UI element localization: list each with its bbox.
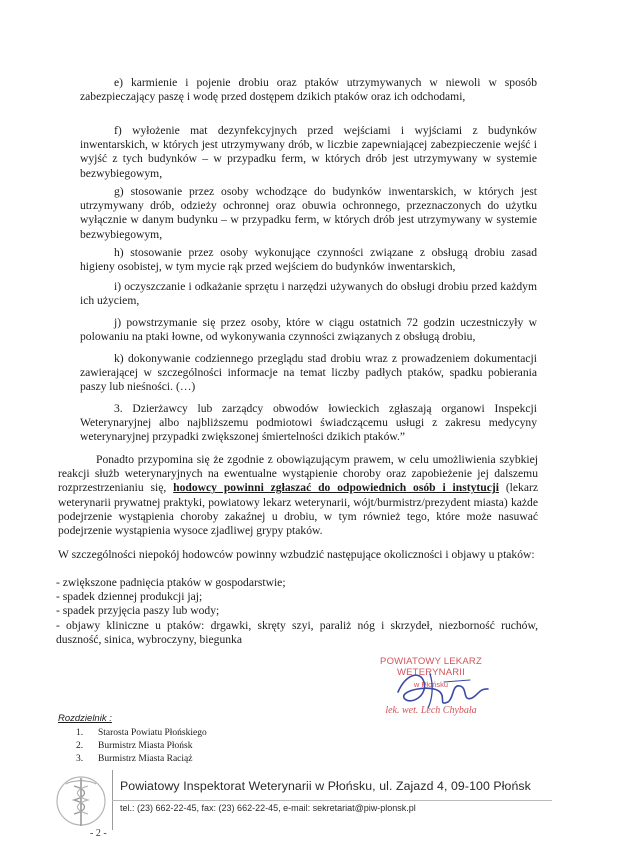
ponadto-text-a: Ponadto przypomina się że zgodnie z obowiązującym prawem, w celu umożliwienia szybkiej reakcji służb weterynaryjnych na ewentualne wystąpienie choroby oraz zapobieżenie jej dalszemu rozprzestrzenianiu się,: [58, 453, 538, 495]
stamp-name: lek. wet. Lech Chybała: [385, 705, 477, 716]
paragraph-f: f) wyłożenie mat dezynfekcyjnych przed wejściami i wyjściami z budynków inwentarskich, w których jest utrzymywany drób, w liczbie zapewniającej zabezpieczenie wejść i wyjść z tych budynków – w przypadku ferm, w których drób jest utrzymywany w systemie bezwybiegowym,: [80, 124, 537, 180]
ponadto-text-b: (lekarz weterynarii prywatnej praktyki, powiatowy lekarz weterynarii, wójt/burmistrz/prezydent miasta) każde podejrzenie wystąpienia choroby zakaźnej u drobiu, w tym również tego, które może nasuwać podejrzenie wystąpienia wysoce zjadliwej grypy ptaków.: [58, 481, 538, 538]
symptom-item: - spadek przyjęcia paszy lub wody;: [56, 604, 220, 618]
symptom-item: - spadek dziennej produkcji jaj;: [56, 590, 203, 604]
stamp-location: w Płońsku: [413, 680, 449, 689]
paragraph-szczegolnosci: W szczególności niepokój hodowców powinny wzbudzić następujące okoliczności i objawy u ptaków:: [58, 548, 535, 561]
paragraph-k: k) dokonywanie codziennego przeglądu stad drobiu wraz z prowadzeniem dokumentacji zawierającej w szczególności informacje na temat liczby padłych ptaków, spadku pobierania paszy lub nieśności. (…): [80, 352, 537, 394]
paragraph-i: i) oczyszczanie i odkażanie sprzętu i narzędzi używanych do obsługi drobiu przed każdym ich użyciem,: [80, 280, 537, 308]
symptoms-list: [56, 576, 538, 647]
distribution-item: 3. Burmistrz Miasta Raciąż: [76, 754, 193, 764]
distribution-title: Rozdzielnik :: [58, 713, 112, 724]
distribution-item: 1. Starosta Powiatu Płońskiego: [76, 728, 207, 738]
distribution-item: 2. Burmistrz Miasta Płońsk: [76, 741, 193, 751]
footer-horizontal-divider: [112, 800, 552, 801]
symptom-item: - zwiększone padnięcia ptaków w gospodarstwie;: [56, 576, 286, 589]
footer-contact-info: tel.: (23) 662-22-45, fax: (23) 662-22-45, e-mail: sekretariat@piw-plonsk.pl: [120, 803, 416, 813]
stamp-title: POWIATOWY LEKARZ WETERYNARII: [380, 656, 482, 678]
page-number: - 2 -: [90, 828, 107, 839]
paragraph-j: j) powstrzymanie się przez osoby, które w ciągu ostatnich 72 godzin uczestniczyły w polowaniu na ptaki łowne, od wykonywania czynności związanych z obsługą drobiu,: [80, 316, 537, 344]
handwritten-signature: [380, 662, 510, 712]
distribution-list: [76, 727, 207, 766]
paragraph-ponadto: [58, 453, 538, 538]
footer-institution-name: Powiatowy Inspektorat Weterynarii w Płońsku, ul. Zajazd 4, 09-100 Płońsk: [120, 779, 531, 793]
symptom-item: - objawy kliniczne u ptaków: drgawki, skręty szyi, paraliż nóg i skrzydeł, niezborność ruchów, duszność, sinica, wybroczyny, biegunka: [56, 618, 538, 646]
ponadto-bold-text: hodowcy powinni zgłaszać do odpowiednich osób i instytucji: [173, 481, 499, 495]
paragraph-h: h) stosowanie przez osoby wykonujące czynności związane z obsługą drobiu zasad higieny osobistej, w tym mycie rąk przed wejściem do budynków inwentarskich,: [80, 246, 537, 274]
paragraph-3: 3. Dzierżawcy lub zarządcy obwodów łowieckich zgłaszają organowi Inspekcji Weterynaryjnej albo najbliższemu podmiotowi świadczącemu usługi z zakresu medycyny weterynaryjnej przypadki zwiększonej śmiertelności dzikich ptaków.”: [80, 402, 537, 444]
paragraph-g: g) stosowanie przez osoby wchodzące do budynków inwentarskich, w których jest utrzymywany drób, odzieży ochronnej oraz obuwia ochronnego, przeznaczonych do użytku wyłącznie w danym budynku – w przypadku ferm, w których drób jest utrzymywany w systemie bezwybiegowym,: [80, 185, 537, 241]
paragraph-e: e) karmienie i pojenie drobiu oraz ptaków utrzymywanych w niewoli w sposób zabezpieczający paszę i wodę przed dostępem dzikich ptaków oraz ich odchodami,: [80, 76, 537, 104]
